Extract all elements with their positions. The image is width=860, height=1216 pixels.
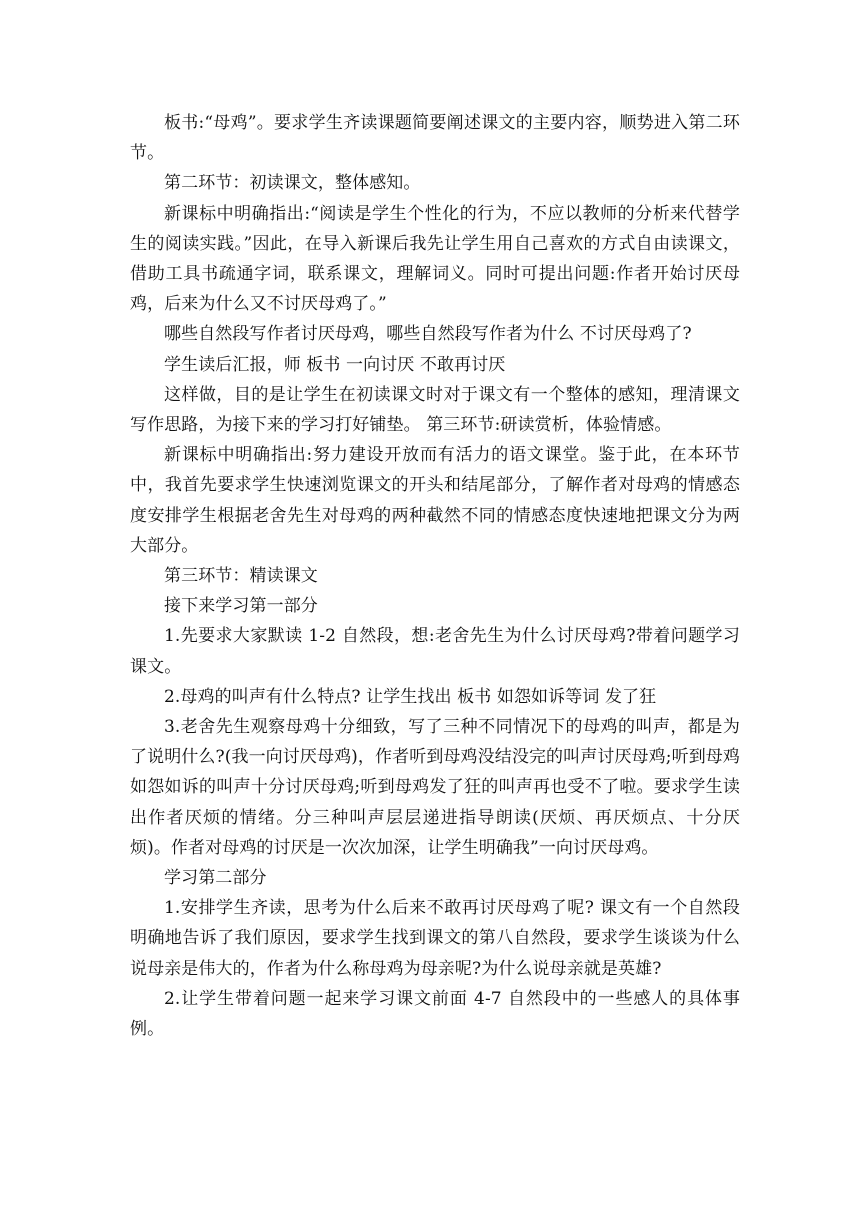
paragraph-part-two-heading: 学习第二部分 [164,868,267,889]
paragraph-open-classroom: 新课标中明确指出:努力建设开放而有活力的语文课堂。鉴于此，在本环节中，我首先要求学生快速浏览课文的开头和结尾部分，了解作者对母鸡的情感态度安排学生根据老舍先生对母鸡的两种截然不同的情感态度快速地把课文分为两大部分。 [130,445,740,556]
paragraph-section-three-heading: 第三环节：精读课文 [164,566,318,587]
paragraph-part-one-step-3: 3.老舍先生观察母鸡十分细致，写了三种不同情况下的母鸡的叫声，都是为了说明什么?(我一向讨厌母鸡)，作者听到母鸡没结没完的叫声讨厌母鸡;听到母鸡如怨如诉的叫声十分讨厌母鸡;听到母鸡发了狂的叫声再也受不了啦。要求学生读出作者厌烦的情绪。分三种叫声层层递进指导朗读(厌烦、再厌烦点、十分厌烦)。作者对母鸡的讨厌是一次次加深，让学生明确我”一向讨厌母鸡。 [130,717,740,858]
paragraph-student-report: 学生读后汇报，师 板书 一向讨厌 不敢再讨厌 [164,354,506,375]
paragraph-part-two-step-2: 2.让学生带着问题一起来学习课文前面 4-7 自然段中的一些感人的具体事例。 [130,988,740,1040]
paragraph-new-curriculum-reading: 新课标中明确指出:“阅读是学生个性化的行为，不应以教师的分析来代替学生的阅读实践。”因此，在导入新课后我先让学生用自己喜欢的方式自由读课文，借助工具书疏通字词，联系课文，理解词义。同时可提出问题:作者开始讨厌母鸡，后来为什么又不讨厌母鸡了。” [130,203,740,315]
paragraph-part-one-heading: 接下来学习第一部分 [164,596,318,617]
paragraph-blackboard-title: 板书:“母鸡”。要求学生齐读课题简要阐述课文的主要内容，顺势进入第二环节。 [130,113,740,164]
paragraph-section-two-heading: 第二环节：初读课文，整体感知。 [164,173,421,194]
document-page [130,108,740,1044]
paragraph-purpose: 这样做，目的是让学生在初读课文时对于课文有一个整体的感知，理清课文写作思路，为接下来的学习打好铺垫。 第三环节:研读赏析，体验情感。 [130,384,740,436]
paragraph-part-two-step-1: 1.安排学生齐读，思考为什么后来不敢再讨厌母鸡了呢? 课文有一个自然段明确地告诉了我们原因，要求学生找到课文的第八自然段，要求学生谈谈为什么说母亲是伟大的，作者为什么称母鸡为母亲呢?为什么说母亲就是英雄? [130,898,740,979]
paragraph-part-one-step-1: 1.先要求大家默读 1-2 自然段，想:老舍先生为什么讨厌母鸡?带着问题学习课文。 [130,626,740,677]
paragraph-part-one-step-2: 2.母鸡的叫声有什么特点? 让学生找出 板书 如怨如诉等词 发了狂 [164,686,657,707]
paragraph-question: 哪些自然段写作者讨厌母鸡，哪些自然段写作者为什么 不讨厌母鸡了? [164,324,692,345]
